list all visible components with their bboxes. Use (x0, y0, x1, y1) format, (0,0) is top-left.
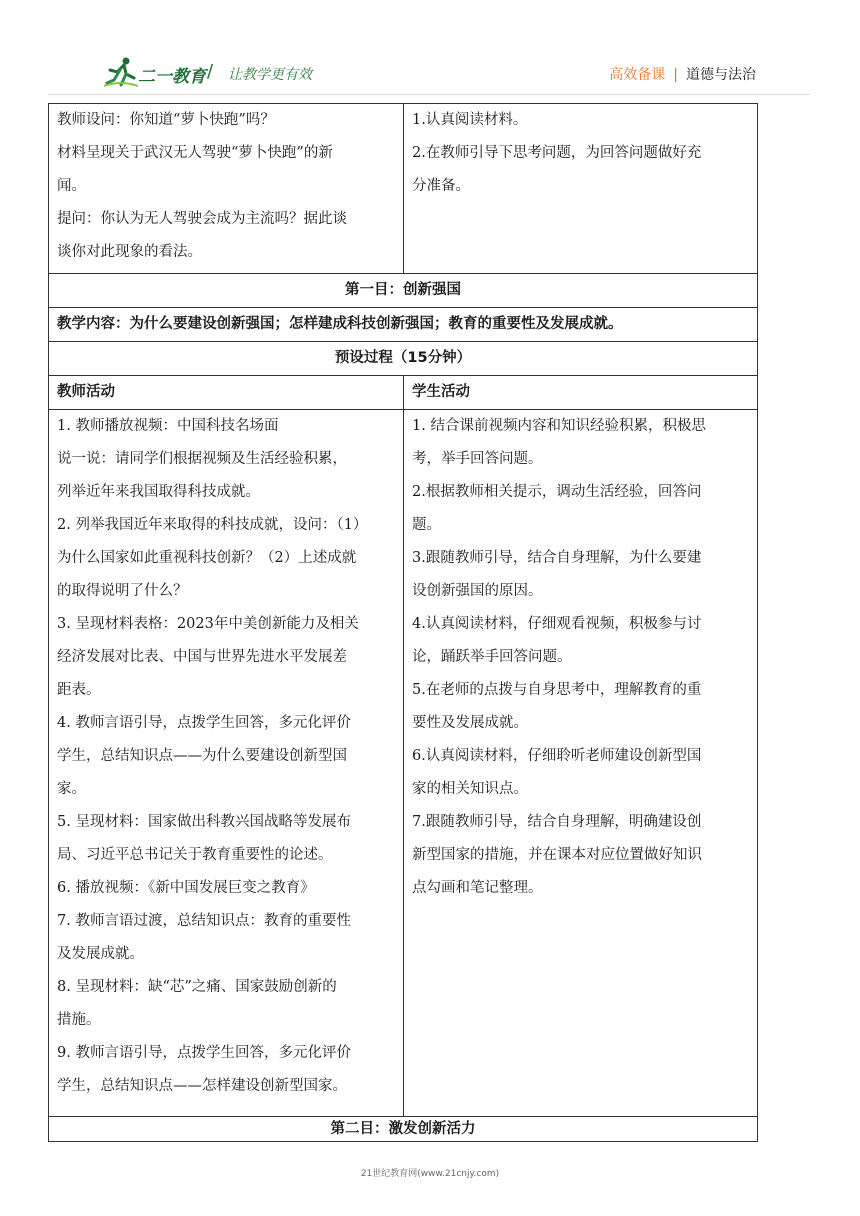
teacher-activity-cell (49, 410, 404, 1117)
text-line: 考，举手回答问题。 (412, 451, 543, 467)
text-line: 家的相关知识点。 (412, 781, 528, 797)
text-line: 点勾画和笔记整理。 (412, 880, 543, 896)
text-line: 8. 呈现材料：缺“芯”之痛、国家鼓励创新的 (57, 979, 337, 995)
text-line: 家。 (57, 781, 86, 797)
text-line: 设创新强国的原因。 (412, 583, 543, 599)
header-separator: | (673, 67, 678, 83)
text-line: 提问：你认为无人驾驶会成为主流吗？据此谈 (57, 211, 347, 227)
text-line: 1. 教师播放视频：中国科技名场面 (57, 418, 279, 434)
text-line: 的取得说明了什么？ (57, 583, 188, 599)
text-line: 7. 教师言语过渡，总结知识点：教育的重要性 (57, 913, 351, 929)
text-line: 3. 呈现材料表格：2023年中美创新能力及相关 (57, 616, 359, 632)
text-line: 5.在老师的点拨与自身思考中，理解教育的重 (412, 682, 702, 698)
text-line: 学生，总结知识点——怎样建设创新型国家。 (57, 1078, 347, 1094)
text-line: 题。 (412, 517, 441, 533)
text-line: 学生，总结知识点——为什么要建设创新型国 (57, 748, 347, 764)
lesson-plan-table (48, 103, 758, 1142)
text-line: 局、习近平总书记关于教育重要性的论述。 (57, 847, 333, 863)
text-line: 论，踊跃举手回答问题。 (412, 649, 572, 665)
text-line: 经济发展对比表、中国与世界先进水平发展差 (57, 649, 347, 665)
section1-title-row (49, 274, 758, 308)
text-line: 9. 教师言语引导，点拨学生回答，多元化评价 (57, 1045, 351, 1061)
text-line: 教师设问：你知道“萝卜快跑”吗？ (57, 112, 275, 128)
logo-slash: / (207, 61, 214, 82)
text-line: 要性及发展成就。 (412, 715, 528, 731)
text-line: 4. 教师言语引导，点拨学生回答，多元化评价 (57, 715, 351, 731)
text-line: 3.跟随教师引导，结合自身理解，为什么要建 (412, 550, 702, 566)
text-line: 6. 播放视频：《新中国发展巨变之教育》 (57, 880, 315, 896)
teaching-content-row (49, 308, 758, 342)
intro-row (49, 104, 758, 274)
text-line: 4.认真阅读材料，仔细观看视频，积极参与讨 (412, 616, 702, 632)
header-divider (48, 94, 810, 95)
text-line: 说一说：请同学们根据视频及生活经验积累， (57, 451, 347, 467)
process-title: 预设过程（15分钟） (49, 342, 758, 376)
student-activity-header: 学生活动 (404, 376, 758, 410)
section2-title-row (49, 1117, 758, 1142)
text-line: 7.跟随教师引导，结合自身理解，明确建设创 (412, 814, 702, 830)
header-subject: 道德与法治 (686, 67, 756, 83)
text-line: 2.在教师引导下思考问题，为回答问题做好充 (412, 145, 702, 161)
text-line: 闻。 (57, 178, 86, 194)
text-line: 列举近年来我国取得科技成就。 (57, 484, 260, 500)
student-activity-cell (404, 410, 758, 1117)
text-line: 1.认真阅读材料。 (412, 112, 528, 128)
text-line: 及发展成就。 (57, 946, 144, 962)
intro-student-cell (404, 104, 758, 274)
teacher-activity-header: 教师活动 (49, 376, 404, 410)
header-label: 高效备课 (609, 67, 666, 83)
text-line: 措施。 (57, 1012, 101, 1028)
section1-title: 第一目：创新强国 (49, 274, 758, 308)
text-line: 1. 结合课前视频内容和知识经验积累，积极思 (412, 418, 706, 434)
text-line: 距表。 (57, 682, 101, 698)
text-line: 谈你对此现象的看法。 (57, 244, 202, 260)
process-title-row (49, 342, 758, 376)
text-line: 材料呈现关于武汉无人驾驶“萝卜快跑”的新 (57, 145, 333, 161)
header-category (609, 64, 756, 84)
page-footer: 21世纪教育网(www.21cnjy.com) (360, 1169, 500, 1179)
intro-teacher-cell (49, 104, 404, 274)
slogan: 让教学更有效 (228, 67, 312, 83)
runner-logo-icon (104, 56, 138, 88)
section2-title: 第二目：激发创新活力 (49, 1117, 758, 1142)
text-line: 2.根据教师相关提示，调动生活经验，回答问 (412, 484, 702, 500)
page-header (0, 0, 860, 100)
logo-text: 二一教育 (138, 67, 206, 87)
text-line: 2. 列举我国近年来取得的科技成就，设问：（1） (57, 517, 368, 533)
column-header-row (49, 376, 758, 410)
teaching-content: 教学内容：为什么要建设创新强国；怎样建成科技创新强国；教育的重要性及发展成就。 (49, 308, 758, 342)
text-line: 新型国家的措施，并在课本对应位置做好知识 (412, 847, 702, 863)
activity-row (49, 410, 758, 1117)
text-line: 6.认真阅读材料，仔细聆听老师建设创新型国 (412, 748, 702, 764)
text-line: 5. 呈现材料：国家做出科教兴国战略等发展布 (57, 814, 351, 830)
text-line: 分准备。 (412, 178, 470, 194)
text-line: 为什么国家如此重视科技创新？（2）上述成就 (57, 550, 357, 566)
